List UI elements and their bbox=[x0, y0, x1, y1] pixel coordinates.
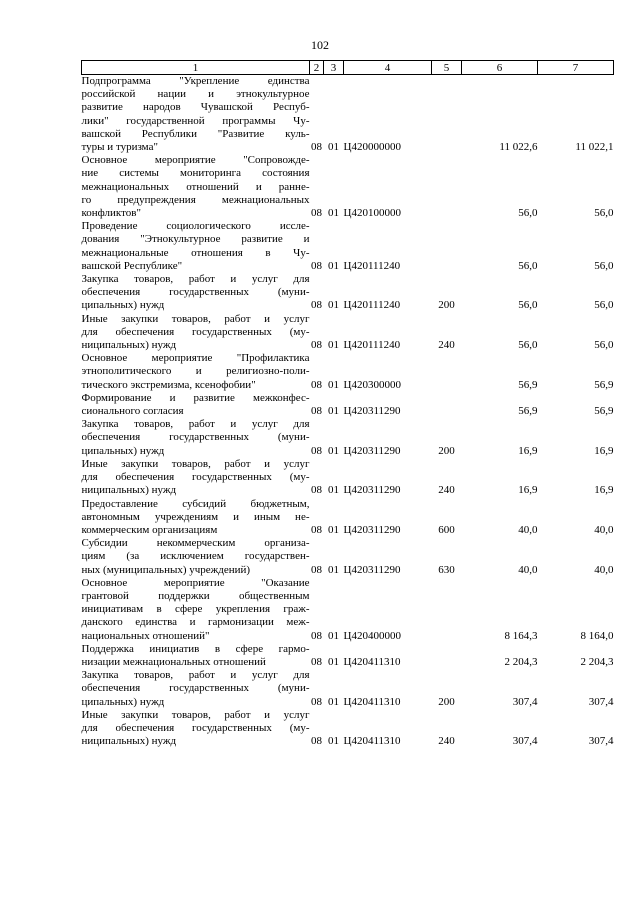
item-name bbox=[82, 220, 310, 273]
target-article-code: Ц420311290 bbox=[343, 444, 401, 457]
item-name-line: обеспечения государственных (муни- bbox=[81, 682, 310, 695]
item-name-line: Предоставление субсидий бюджетным, bbox=[81, 497, 310, 510]
table-row bbox=[82, 352, 614, 392]
item-name-line: вашской Республике" bbox=[81, 259, 183, 272]
item-name-line: автономным учреждениям и иным не- bbox=[81, 510, 310, 523]
section-code: 08 bbox=[311, 299, 322, 312]
item-name-line: Основное мероприятие "Оказание bbox=[81, 576, 310, 589]
table-row bbox=[82, 458, 614, 498]
item-name bbox=[82, 352, 310, 392]
target-article-code: Ц420311290 bbox=[343, 563, 401, 576]
expense-type-code: 240 bbox=[438, 339, 455, 352]
item-name-line: коммерческим организациям bbox=[81, 523, 218, 536]
item-name-line: ниципальных) нужд bbox=[81, 735, 177, 748]
item-name bbox=[82, 537, 310, 577]
item-name bbox=[82, 577, 310, 643]
subsection-code: 01 bbox=[328, 629, 339, 642]
item-name-line: обеспечения государственных (муни- bbox=[81, 286, 310, 299]
amount-planned: 11 022,6 bbox=[499, 141, 538, 154]
amount-actual: 56,0 bbox=[594, 339, 614, 352]
amount-actual: 40,0 bbox=[594, 563, 614, 576]
item-name bbox=[82, 273, 310, 313]
expense-type-code: 600 bbox=[438, 523, 455, 536]
table-row bbox=[82, 313, 614, 353]
expense-type-code: 240 bbox=[438, 484, 455, 497]
item-name bbox=[82, 75, 310, 155]
expense-type-code: 200 bbox=[438, 299, 455, 312]
amount-actual: 11 022,1 bbox=[575, 141, 614, 154]
section-code: 08 bbox=[311, 259, 322, 272]
item-name-line: для обеспечения государственных (му- bbox=[81, 721, 310, 734]
section-code: 08 bbox=[311, 339, 322, 352]
expense-type-code bbox=[432, 352, 462, 392]
header-cell: 1 bbox=[82, 61, 310, 75]
item-name-line: грантовой поддержки общественным bbox=[81, 589, 310, 602]
item-name-line: Субсидии некоммерческим организа- bbox=[81, 537, 310, 550]
item-name-line: конфликтов" bbox=[81, 207, 141, 220]
item-name bbox=[82, 313, 310, 353]
item-name bbox=[82, 154, 310, 220]
expense-type-code bbox=[432, 577, 462, 643]
page-number: 102 bbox=[311, 38, 329, 52]
target-article-code: Ц420411310 bbox=[343, 655, 401, 668]
expense-type-code: 200 bbox=[438, 444, 455, 457]
item-name-line: Проведение социологического иссле- bbox=[81, 220, 310, 233]
item-name-line: дования "Этнокультурное развитие и bbox=[81, 233, 310, 246]
target-article-code: Ц420411310 bbox=[343, 735, 401, 748]
item-name-line: ниципальных) нужд bbox=[81, 484, 177, 497]
section-code: 08 bbox=[311, 484, 322, 497]
section-code: 08 bbox=[311, 655, 322, 668]
item-name-line: Поддержка инициатив в сфере гармо- bbox=[81, 642, 310, 655]
item-name bbox=[82, 709, 310, 749]
expense-type-code: 630 bbox=[438, 563, 455, 576]
item-name-line: данского единства и гармонизации меж- bbox=[81, 616, 310, 629]
amount-planned: 56,0 bbox=[518, 339, 538, 352]
subsection-code: 01 bbox=[328, 405, 339, 418]
table-row bbox=[82, 643, 614, 669]
subsection-code: 01 bbox=[328, 523, 339, 536]
expense-type-code: 240 bbox=[438, 735, 455, 748]
item-name bbox=[82, 458, 310, 498]
item-name-line: Закупка товаров, работ и услуг для bbox=[81, 273, 310, 286]
target-article-code: Ц420411310 bbox=[343, 695, 401, 708]
amount-planned: 56,9 bbox=[518, 378, 538, 391]
header-cell: 7 bbox=[538, 61, 614, 75]
amount-planned: 16,9 bbox=[518, 484, 538, 497]
header-row bbox=[82, 61, 614, 75]
section-code: 08 bbox=[311, 207, 322, 220]
item-name-line: этнополитического и религиозно-поли- bbox=[81, 365, 310, 378]
subsection-code: 01 bbox=[328, 141, 339, 154]
item-name-line: для обеспечения государственных (му- bbox=[81, 471, 310, 484]
item-name bbox=[82, 418, 310, 458]
item-name-line: низации межнациональных отношений bbox=[81, 655, 266, 668]
item-name-line: Закупка товаров, работ и услуг для bbox=[81, 669, 310, 682]
item-name-line: для обеспечения государственных (му- bbox=[81, 325, 310, 338]
amount-actual: 16,9 bbox=[594, 484, 614, 497]
item-name-line: Основное мероприятие "Профилактика bbox=[81, 352, 310, 365]
item-name bbox=[82, 643, 310, 669]
amount-planned: 8 164,3 bbox=[504, 629, 538, 642]
subsection-code: 01 bbox=[328, 444, 339, 457]
amount-actual: 2 204,3 bbox=[580, 655, 614, 668]
item-name-line: Иные закупки товаров, работ и услуг bbox=[81, 312, 310, 325]
item-name-line: межнациональных отношений и ранне- bbox=[81, 180, 310, 193]
amount-planned: 2 204,3 bbox=[504, 655, 538, 668]
item-name-line: национальных отношений" bbox=[81, 629, 210, 642]
amount-planned: 56,0 bbox=[518, 299, 538, 312]
item-name-line: Иные закупки товаров, работ и услуг bbox=[81, 708, 310, 721]
target-article-code: Ц420111240 bbox=[343, 339, 401, 352]
amount-planned: 307,4 bbox=[512, 695, 538, 708]
amount-actual: 56,0 bbox=[594, 259, 614, 272]
item-name-line: лики" государственной программы Чу- bbox=[81, 114, 310, 127]
target-article-code: Ц420111240 bbox=[343, 259, 401, 272]
target-article-code: Ц420400000 bbox=[343, 629, 401, 642]
amount-actual: 56,0 bbox=[594, 299, 614, 312]
subsection-code: 01 bbox=[328, 378, 339, 391]
amount-actual: 40,0 bbox=[594, 523, 614, 536]
item-name-line: вашской Республики "Развитие куль- bbox=[81, 127, 310, 140]
item-name-line: российской нации и этнокультурное bbox=[81, 88, 310, 101]
item-name-line: го предупреждения межнациональных bbox=[81, 193, 310, 206]
item-name bbox=[82, 669, 310, 709]
target-article-code: Ц420311290 bbox=[343, 484, 401, 497]
amount-planned: 56,0 bbox=[518, 207, 538, 220]
section-code: 08 bbox=[311, 523, 322, 536]
item-name-line: Основное мероприятие "Сопровожде- bbox=[81, 154, 310, 167]
amount-actual: 307,4 bbox=[588, 735, 614, 748]
item-name-line: ципальных) нужд bbox=[81, 444, 165, 457]
header-cell: 2 bbox=[310, 61, 324, 75]
amount-planned: 16,9 bbox=[518, 444, 538, 457]
target-article-code: Ц420300000 bbox=[343, 378, 401, 391]
amount-planned: 307,4 bbox=[512, 735, 538, 748]
item-name-line: ципальных) нужд bbox=[81, 299, 165, 312]
amount-actual: 56,9 bbox=[594, 378, 614, 391]
budget-table bbox=[81, 60, 614, 748]
expense-type-code bbox=[432, 154, 462, 220]
subsection-code: 01 bbox=[328, 735, 339, 748]
item-name-line: сионального согласия bbox=[81, 405, 184, 418]
target-article-code: Ц420311290 bbox=[343, 523, 401, 536]
expense-type-code bbox=[432, 392, 462, 418]
table-row bbox=[82, 709, 614, 749]
header-cell: 6 bbox=[462, 61, 538, 75]
table-row bbox=[82, 273, 614, 313]
header-cell: 3 bbox=[324, 61, 344, 75]
amount-actual: 8 164,0 bbox=[580, 629, 614, 642]
table-row bbox=[82, 577, 614, 643]
table-row bbox=[82, 418, 614, 458]
subsection-code: 01 bbox=[328, 299, 339, 312]
table-row bbox=[82, 75, 614, 155]
target-article-code: Ц420100000 bbox=[343, 207, 401, 220]
item-name-line: Подпрограмма "Укрепление единства bbox=[81, 75, 310, 87]
table-row bbox=[82, 220, 614, 273]
item-name-line: Формирование и развитие межконфес- bbox=[81, 391, 310, 404]
amount-planned: 40,0 bbox=[518, 563, 538, 576]
section-code: 08 bbox=[311, 563, 322, 576]
target-article-code: Ц420111240 bbox=[343, 299, 401, 312]
expense-type-code: 200 bbox=[438, 695, 455, 708]
item-name-line: туры и туризма" bbox=[81, 141, 158, 154]
table-row bbox=[82, 154, 614, 220]
subsection-code: 01 bbox=[328, 655, 339, 668]
item-name-line: тического экстремизма, ксенофобии" bbox=[81, 378, 256, 391]
amount-planned: 56,9 bbox=[518, 405, 538, 418]
section-code: 08 bbox=[311, 141, 322, 154]
table-body bbox=[82, 75, 614, 749]
subsection-code: 01 bbox=[328, 484, 339, 497]
section-code: 08 bbox=[311, 695, 322, 708]
subsection-code: 01 bbox=[328, 339, 339, 352]
amount-actual: 56,9 bbox=[594, 405, 614, 418]
subsection-code: 01 bbox=[328, 563, 339, 576]
amount-actual: 16,9 bbox=[594, 444, 614, 457]
subsection-code: 01 bbox=[328, 259, 339, 272]
table-row bbox=[82, 392, 614, 418]
table-row bbox=[82, 498, 614, 538]
item-name-line: развитие народов Чувашской Респуб- bbox=[81, 101, 310, 114]
item-name-line: ние системы мониторинга состояния bbox=[81, 167, 310, 180]
subsection-code: 01 bbox=[328, 207, 339, 220]
item-name-line: циям (за исключением государствен- bbox=[81, 550, 310, 563]
expense-type-code bbox=[432, 75, 462, 155]
item-name-line: ниципальных) нужд bbox=[81, 339, 177, 352]
subsection-code: 01 bbox=[328, 695, 339, 708]
section-code: 08 bbox=[311, 378, 322, 391]
header-cell: 5 bbox=[432, 61, 462, 75]
item-name-line: ных (муниципальных) учреждений) bbox=[81, 563, 251, 576]
item-name-line: обеспечения государственных (муни- bbox=[81, 431, 310, 444]
table-row bbox=[82, 669, 614, 709]
amount-actual: 307,4 bbox=[588, 695, 614, 708]
target-article-code: Ц420000000 bbox=[343, 141, 401, 154]
amount-planned: 56,0 bbox=[518, 259, 538, 272]
amount-planned: 40,0 bbox=[518, 523, 538, 536]
item-name bbox=[82, 392, 310, 418]
item-name-line: Иные закупки товаров, работ и услуг bbox=[81, 457, 310, 470]
item-name-line: Закупка товаров, работ и услуг для bbox=[81, 418, 310, 431]
item-name bbox=[82, 498, 310, 538]
expense-type-code bbox=[432, 643, 462, 669]
section-code: 08 bbox=[311, 735, 322, 748]
item-name-line: межнациональные отношения в Чу- bbox=[81, 246, 310, 259]
target-article-code: Ц420311290 bbox=[343, 405, 401, 418]
section-code: 08 bbox=[311, 405, 322, 418]
section-code: 08 bbox=[311, 444, 322, 457]
item-name-line: инициативам в сфере укрепления граж- bbox=[81, 603, 310, 616]
expense-type-code bbox=[432, 220, 462, 273]
section-code: 08 bbox=[311, 629, 322, 642]
header-cell: 4 bbox=[344, 61, 432, 75]
amount-actual: 56,0 bbox=[594, 207, 614, 220]
table-row bbox=[82, 537, 614, 577]
item-name-line: ципальных) нужд bbox=[81, 695, 165, 708]
